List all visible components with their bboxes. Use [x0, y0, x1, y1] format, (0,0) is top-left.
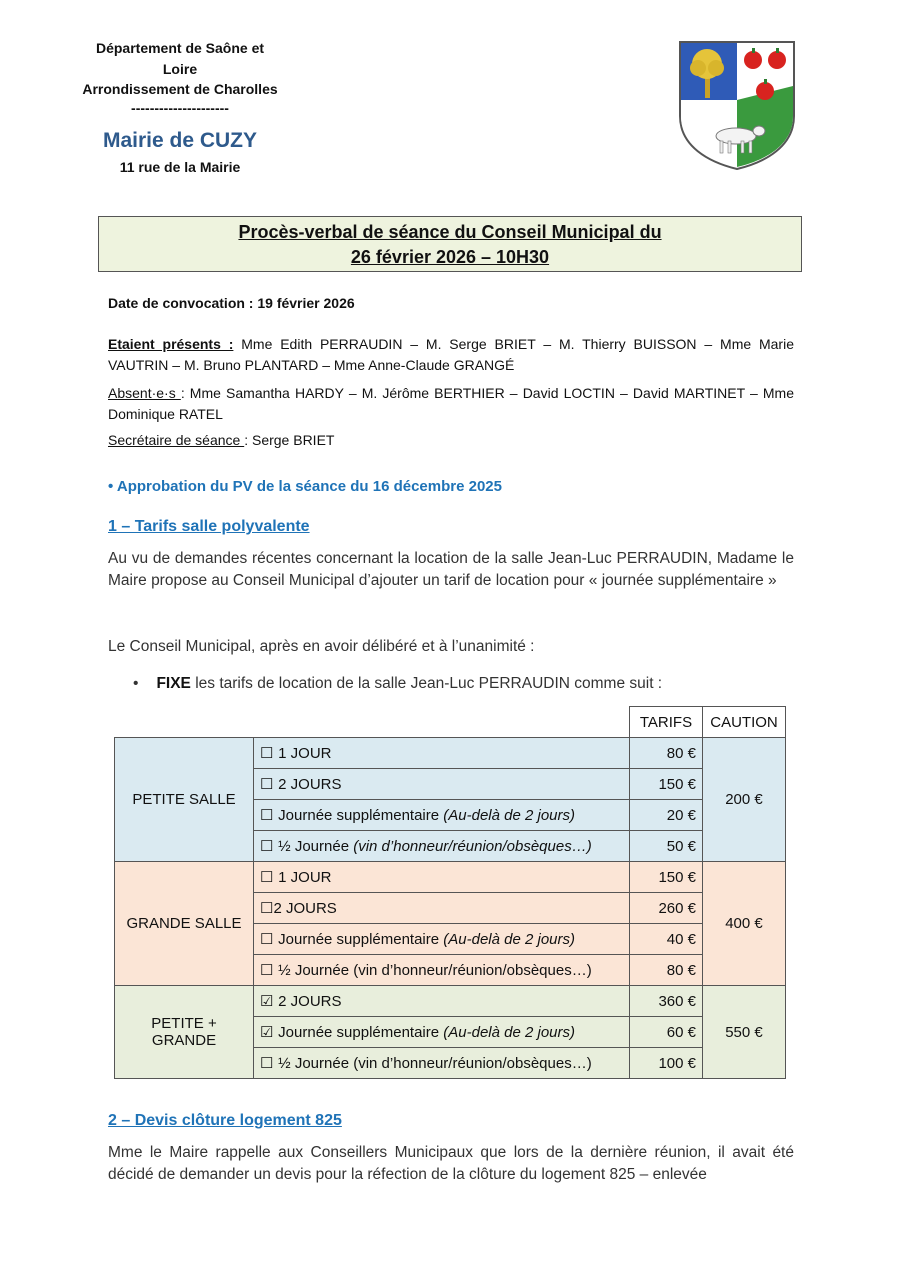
option-label: ½ Journée (vin d’honneur/réunion/obsèques…) — [274, 962, 592, 979]
option-label: 2 JOURS — [274, 776, 342, 793]
option-cell — [254, 1048, 630, 1079]
section-1-title: 1 – Tarifs salle polyvalente — [108, 518, 310, 535]
option-cell — [254, 769, 630, 800]
document-title-line-1: Procès-verbal de séance du Conseil Municipal du — [238, 222, 662, 242]
attendees-present — [108, 334, 794, 376]
option-label: 1 JOUR — [274, 745, 332, 762]
price-cell: 60 € — [630, 1017, 703, 1048]
price-cell: 80 € — [630, 738, 703, 769]
absent-label: Absent·e·s — [108, 385, 181, 401]
bullet-symbol: • — [133, 675, 139, 692]
option-label: 1 JOUR — [274, 869, 332, 886]
option-cell — [254, 893, 630, 924]
tarifs-table — [114, 706, 786, 1079]
checked-checkbox-icon[interactable]: ☑ — [260, 993, 274, 1010]
caution-grande-salle: 400 € — [703, 862, 786, 986]
checkbox-icon[interactable]: ☐ — [260, 869, 274, 886]
price-cell: 50 € — [630, 831, 703, 862]
option-label: ½ Journée (vin d’honneur/réunion/obsèques…) — [274, 1055, 592, 1072]
header-caution: CAUTION — [703, 707, 786, 738]
checkbox-icon[interactable]: ☐ — [260, 900, 274, 917]
attendees-absent — [108, 383, 794, 425]
section-1-paragraph-1: Au vu de demandes récentes concernant la location de la salle Jean-Luc PERRAUDIN, Madame le Maire propose au Conseil Municipal d’ajouter un tarif de location pour « journée supplémentaire » — [108, 550, 794, 589]
present-names: Mme Edith PERRAUDIN – M. Serge BRIET – M. Thierry BUISSON – Mme Marie VAUTRIN – M. Bruno PLANTARD – Mme Anne-Claude GRANGÉ — [108, 336, 794, 373]
secretary-label: Secrétaire de séance — [108, 432, 245, 448]
arrondissement-line: Arrondissement de Charolles — [82, 81, 278, 97]
table-header-row — [115, 707, 786, 738]
mairie-name: Mairie de CUZY — [102, 129, 258, 152]
document-title-line-2: 26 février 2026 – 10H30 — [350, 247, 550, 267]
option-note: (Au-delà de 2 jours) — [443, 1024, 576, 1041]
option-cell — [254, 800, 630, 831]
category-line-1: PETITE + — [151, 1015, 217, 1032]
department-line-1: Département de Saône et — [95, 40, 265, 56]
absent-names: : Mme Samantha HARDY – M. Jérôme BERTHIER – David LOCTIN – David MARTINET – Mme Dominique RATEL — [108, 385, 794, 422]
option-cell — [254, 862, 630, 893]
convocation-date: Date de convocation : 19 février 2026 — [108, 295, 355, 311]
header-separator: --------------------- — [131, 99, 229, 116]
option-label: 2 JOURS — [273, 900, 337, 917]
checkbox-icon[interactable]: ☐ — [260, 962, 274, 979]
caution-petite-salle: 200 € — [703, 738, 786, 862]
option-label: 2 JOURS — [274, 993, 342, 1010]
department-header — [60, 38, 300, 116]
price-cell: 20 € — [630, 800, 703, 831]
price-cell: 360 € — [630, 986, 703, 1017]
table-row — [115, 986, 786, 1017]
price-cell: 100 € — [630, 1048, 703, 1079]
option-cell — [254, 1017, 630, 1048]
option-cell — [254, 955, 630, 986]
bullet-text: les tarifs de location de la salle Jean-Luc PERRAUDIN comme suit : — [190, 675, 663, 692]
header-tarifs: TARIFS — [630, 707, 703, 738]
option-note: (Au-delà de 2 jours) — [443, 931, 576, 948]
checkbox-icon[interactable]: ☐ — [260, 745, 274, 762]
section-1-bullet — [133, 675, 662, 693]
option-cell — [254, 831, 630, 862]
checkbox-icon[interactable]: ☐ — [260, 838, 274, 855]
section-2-title: 2 – Devis clôture logement 825 — [108, 1112, 342, 1129]
category-petite-grande — [115, 986, 254, 1079]
option-note: (Au-delà de 2 jours) — [443, 807, 576, 824]
department-line-2: Loire — [162, 60, 198, 77]
section-1-paragraph-2: Le Conseil Municipal, après en avoir délibéré et à l’unanimité : — [108, 638, 535, 655]
present-label: Etaient présents : — [108, 336, 234, 352]
checkbox-icon[interactable]: ☐ — [260, 807, 274, 824]
table-row — [115, 738, 786, 769]
option-label: Journée supplémentaire — [274, 931, 444, 948]
checkbox-icon[interactable]: ☐ — [260, 1055, 274, 1072]
option-label: ½ Journée — [274, 838, 354, 855]
price-cell: 80 € — [630, 955, 703, 986]
checked-checkbox-icon[interactable]: ☑ — [260, 1024, 274, 1041]
price-cell: 150 € — [630, 769, 703, 800]
option-cell — [254, 738, 630, 769]
bullet-bold-word: FIXE — [156, 675, 191, 692]
mairie-address: 11 rue de la Mairie — [119, 159, 241, 175]
session-secretary — [108, 430, 794, 451]
option-label: Journée supplémentaire — [274, 807, 444, 824]
section-2-paragraph: Mme le Maire rappelle aux Conseillers Municipaux que lors de la dernière réunion, il avait été décidé de demander un devis pour la réfection de la clôture du logement 825 – enlevée — [108, 1144, 794, 1183]
option-cell — [254, 924, 630, 955]
price-cell: 150 € — [630, 862, 703, 893]
category-petite-salle: PETITE SALLE — [115, 738, 254, 862]
table-row — [115, 862, 786, 893]
document-title-box — [98, 216, 802, 272]
caution-petite-grande: 550 € — [703, 986, 786, 1079]
price-cell: 260 € — [630, 893, 703, 924]
checkbox-icon[interactable]: ☐ — [260, 931, 274, 948]
category-line-2: GRANDE — [151, 1032, 217, 1049]
option-note: (vin d’honneur/réunion/obsèques…) — [353, 838, 592, 855]
checkbox-icon[interactable]: ☐ — [260, 776, 274, 793]
secretary-name: : Serge BRIET — [244, 432, 335, 448]
option-cell — [254, 986, 630, 1017]
category-grande-salle: GRANDE SALLE — [115, 862, 254, 986]
price-cell: 40 € — [630, 924, 703, 955]
approval-item: • Approbation du PV de la séance du 16 décembre 2025 — [108, 478, 502, 495]
option-label: Journée supplémentaire — [274, 1024, 444, 1041]
coat-of-arms-icon — [676, 38, 798, 172]
